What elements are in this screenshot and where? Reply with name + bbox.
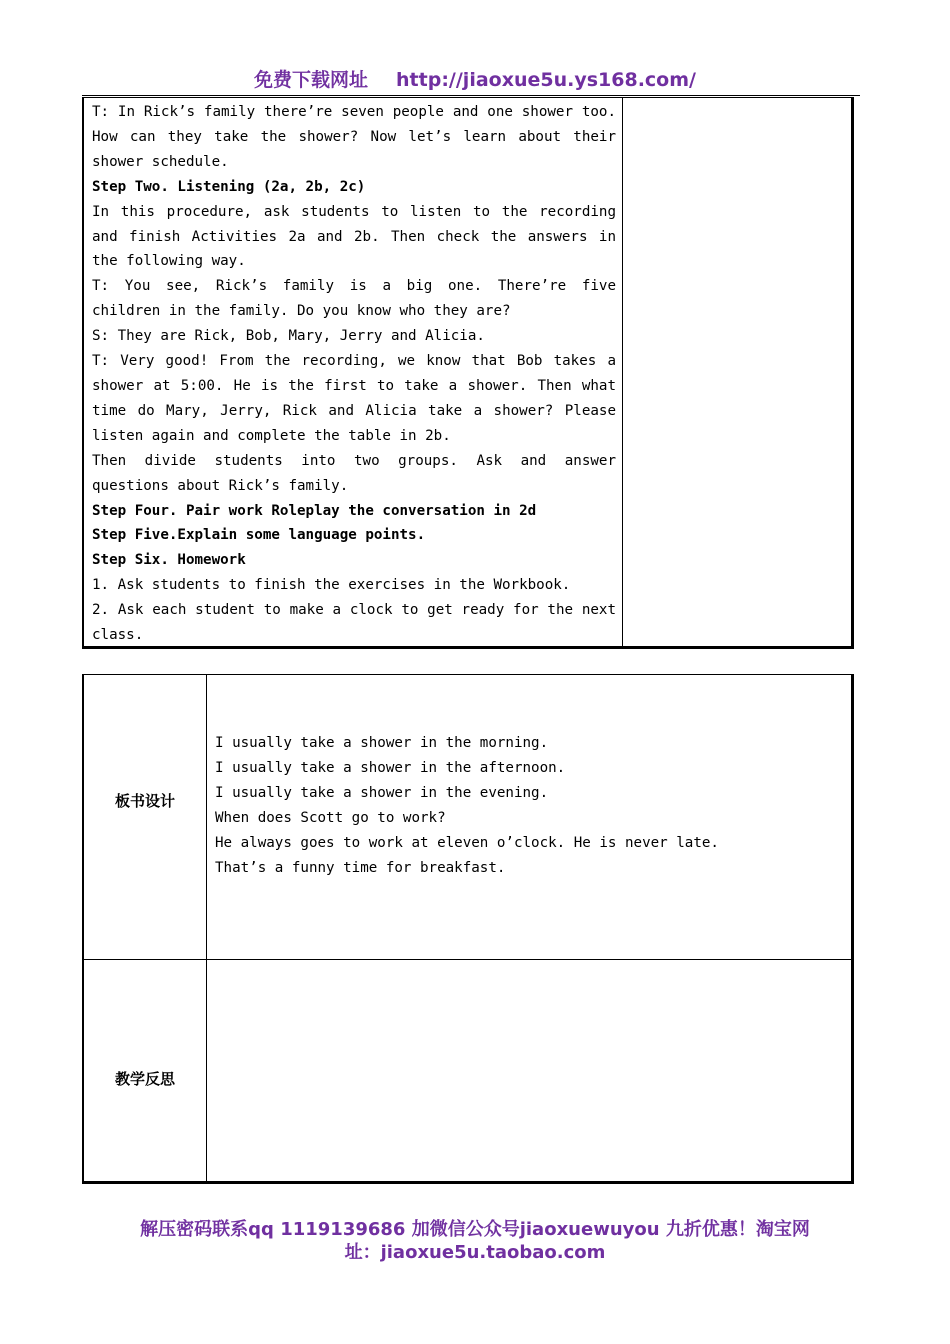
board-design-label: 板书设计 xyxy=(114,792,175,810)
footer-line-1: 解压密码联系qq 1119139686 加微信公众号jiaoxuewuyou 九折优惠！淘宝网 xyxy=(140,1219,810,1240)
procedure-line: Then divide students into two groups. Ask and answer questions about Rick’s family. xyxy=(92,452,616,494)
procedure-line: T: Very good! From the recording, we know that Bob takes a shower at 5:00. He is the first to take a shower. Then what time do Mary, Jerry, Rick and Alicia take a shower? Please listen again and complete the table in 2b. xyxy=(92,353,616,444)
header-rule xyxy=(82,95,860,96)
row-divider xyxy=(84,959,851,960)
board-line: When does Scott go to work? xyxy=(215,809,446,826)
procedure-line: In this procedure, ask students to listen to the recording and finish Activities 2a and 2b. Then check the answers in the following way. xyxy=(92,203,616,270)
procedure-content xyxy=(92,100,616,648)
board-line: I usually take a shower in the morning. xyxy=(215,735,549,751)
procedure-line: S: They are Rick, Bob, Mary, Jerry and Alicia. xyxy=(92,328,485,345)
step-four-heading: Step Four. Pair work Roleplay the conversation in 2d xyxy=(92,502,537,519)
procedure-line: T: You see, Rick’s family is a big one. There’re five children in the family. Do you know who they are? xyxy=(92,278,616,320)
label-column-divider xyxy=(206,675,207,1181)
reflection-label: 教学反思 xyxy=(114,1070,175,1088)
homework-item: 2. Ask each student to make a clock to get ready for the next class. xyxy=(92,602,616,644)
board-line: I usually take a shower in the evening. xyxy=(215,784,549,801)
header-site-label: 免费下载网址 xyxy=(254,69,369,91)
page-header xyxy=(0,66,950,94)
step-six-heading: Step Six. Homework xyxy=(92,552,246,569)
procedure-table xyxy=(82,97,854,649)
design-reflection-table xyxy=(82,674,854,1184)
header-url-link[interactable]: http://jiaoxue5u.ys168.com/ xyxy=(396,69,696,91)
footer-line-2[interactable]: 址：jiaoxue5u.taobao.com xyxy=(344,1242,606,1263)
board-line: That’s a funny time for breakfast. xyxy=(215,859,506,876)
step-two-heading: Step Two. Listening (2a, 2b, 2c) xyxy=(92,178,366,195)
board-design-content xyxy=(215,731,835,880)
board-line: He always goes to work at eleven o’clock. He is never late. xyxy=(215,834,719,851)
procedure-column-divider xyxy=(622,98,623,646)
homework-item: 1. Ask students to finish the exercises in the Workbook. xyxy=(92,577,571,594)
board-line: I usually take a shower in the afternoon. xyxy=(215,759,566,776)
procedure-line: T: In Rick’s family there’re seven people and one shower too. How can they take the shower? Now let’s learn about their shower schedule. xyxy=(92,104,616,170)
step-five-heading: Step Five.Explain some language points. xyxy=(92,527,426,544)
page-footer xyxy=(80,1218,870,1264)
